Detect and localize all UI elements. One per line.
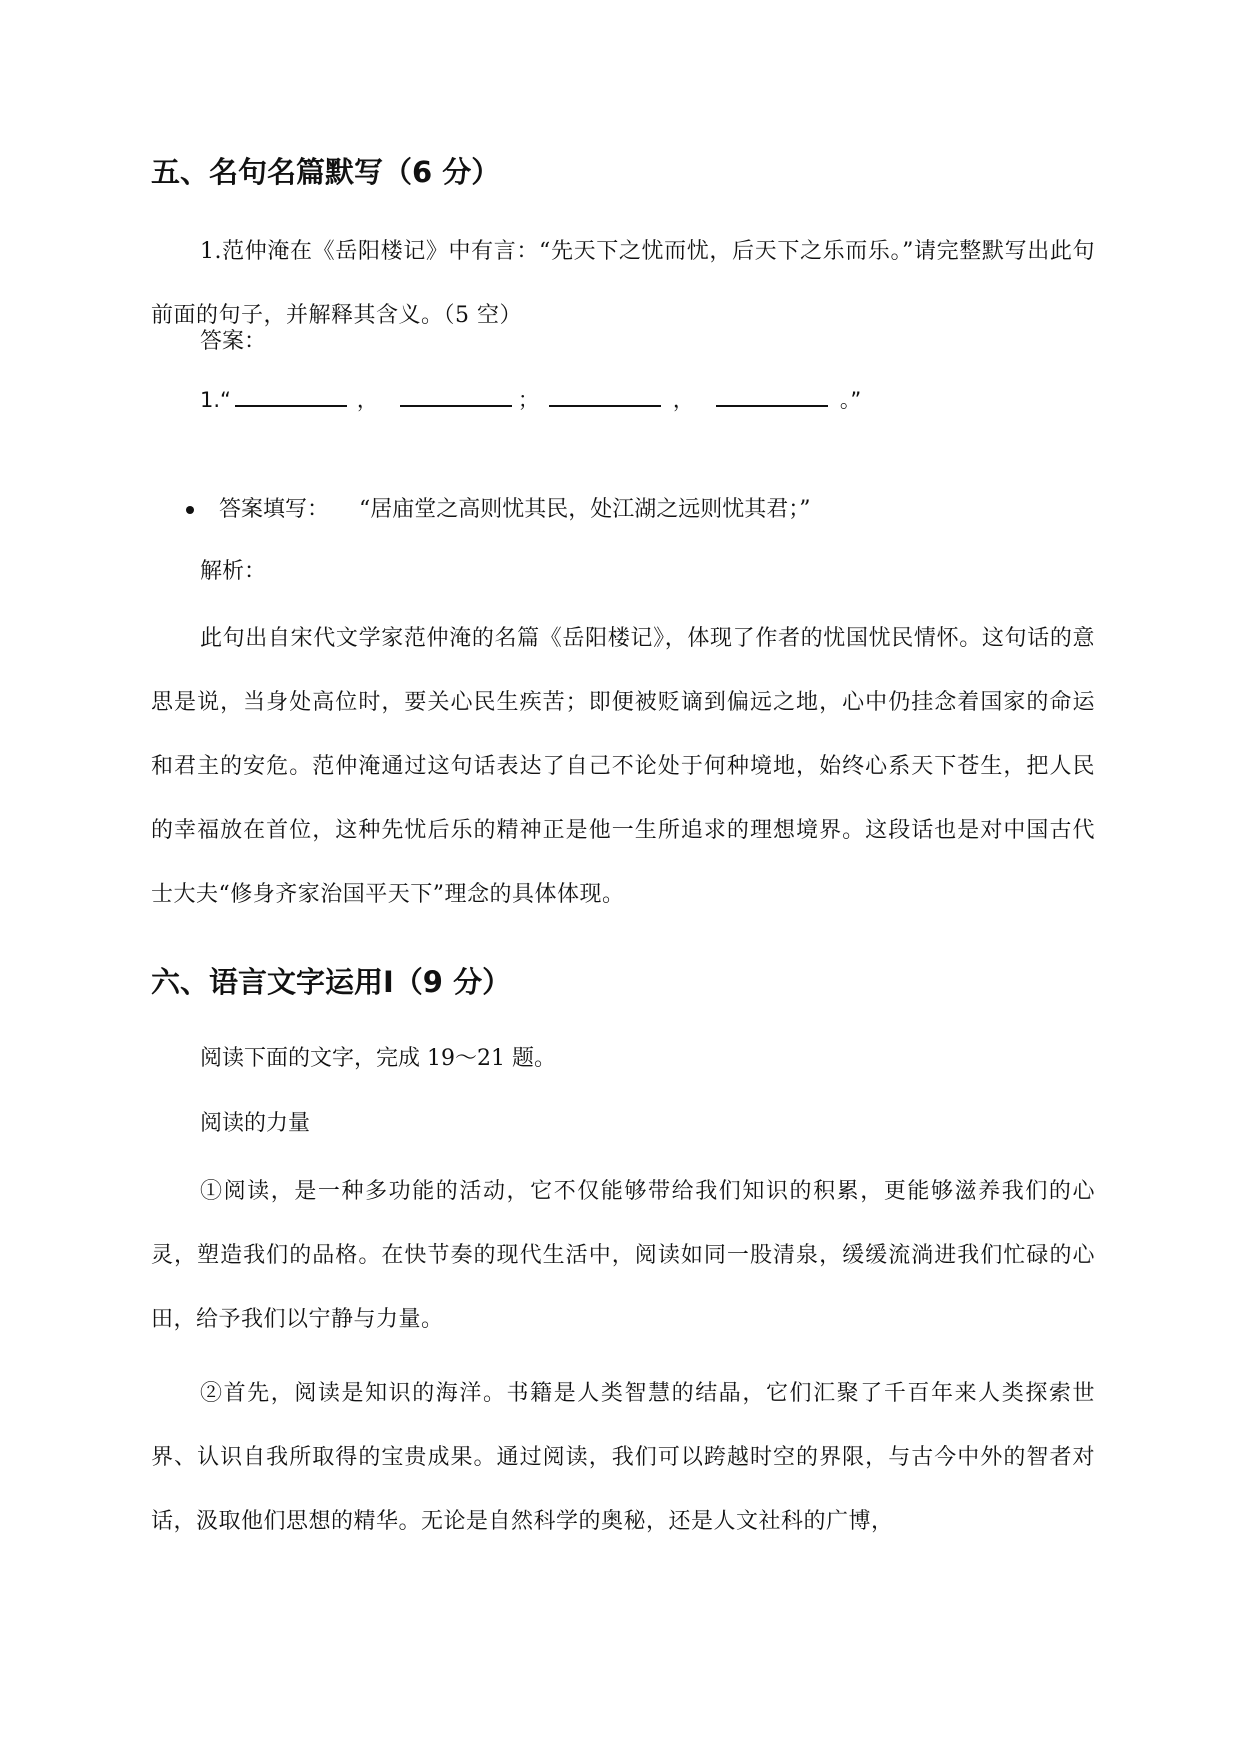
- blank-4: [716, 385, 828, 407]
- reading-instruction: 阅读下面的文字，完成 19～21 题。: [200, 1046, 556, 1071]
- bullet-answer-text: “居庙堂之高则忧其民，处江湖之远则忧其君；”: [359, 497, 811, 522]
- passage-paragraph-1: ①阅读，是一种多功能的活动，它不仅能够带给我们知识的积累，更能够滋养我们的心灵，塑造我们的品格。在快节奏的现代生活中，阅读如同一股清泉，缓缓流淌进我们忙碌的心田，给予我们以宁静与力量。: [151, 1179, 1095, 1332]
- question-1-text: 1.范仲淹在《岳阳楼记》中有言：“先天下之忧而忧，后天下之乐而乐。”请完整默写出此句前面的句子，并解释其含义。（5 空）: [151, 239, 1095, 328]
- answer-label: 答案：: [200, 329, 267, 354]
- passage-paragraph-2: ②首先，阅读是知识的海洋。书籍是人类智慧的结晶，它们汇聚了千百年来人类探索世界、认识自我所取得的宝贵成果。通过阅读，我们可以跨越时空的界限，与古今中外的智者对话，汲取他们思想的精华。无论是自然科学的奥秘，还是人文社科的广博，: [151, 1381, 1095, 1534]
- fill-separator: ；: [517, 388, 539, 412]
- section-5-heading: 五、名句名篇默写（6 分）: [151, 155, 501, 189]
- bullet-icon: [186, 506, 194, 514]
- blank-3: [549, 385, 661, 407]
- bullet-label: 答案填写：: [219, 497, 330, 522]
- analysis-paragraph: 此句出自宋代文学家范仲淹的名篇《岳阳楼记》，体现了作者的忧国忧民情怀。这句话的意思是说，当身处高位时，要关心民生疾苦；即便被贬谪到偏远之地，心中仍挂念着国家的命运和君主的安危。范仲淹通过这句话表达了自己不论处于何种境地，始终心系天下苍生，把人民的幸福放在首位，这种先忧后乐的精神正是他一生所追求的理想境界。这段话也是对中国古代士大夫“修身齐家治国平天下”理念的具体体现。: [151, 626, 1095, 907]
- blank-1: [235, 385, 347, 407]
- fill-suffix: 。”: [839, 388, 862, 412]
- passage-title: 阅读的力量: [200, 1111, 311, 1136]
- fill-separator: ，: [672, 388, 694, 412]
- analysis-label: 解析：: [200, 559, 267, 584]
- fill-in-blanks-line: [200, 383, 861, 417]
- blank-2: [400, 385, 512, 407]
- section-6-heading: 六、语言文字运用Ⅰ（9 分）: [151, 965, 512, 999]
- fill-prefix: 1.“: [200, 388, 231, 412]
- fill-separator: ，: [356, 388, 378, 412]
- answer-bullet-item: [186, 493, 811, 527]
